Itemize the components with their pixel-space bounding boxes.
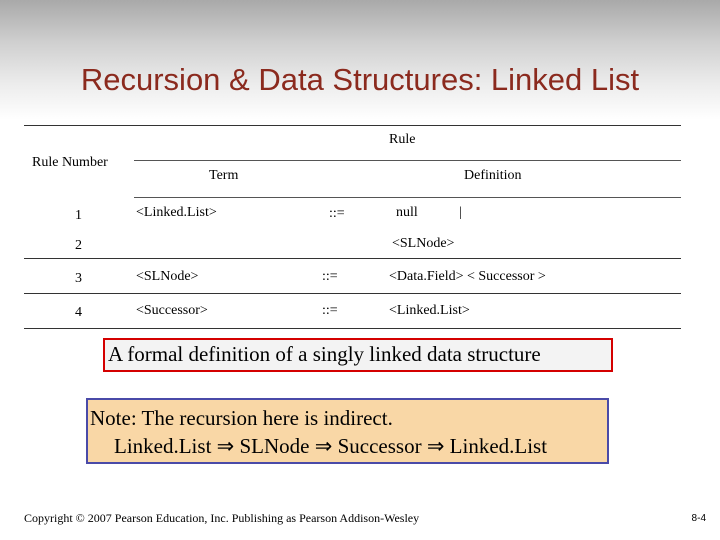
table-row-1-definition: null xyxy=(396,205,418,220)
table-row-4-number: 4 xyxy=(75,305,82,320)
slide-header-background xyxy=(0,0,720,120)
table-top-border xyxy=(24,125,681,126)
table-term-divider xyxy=(134,197,319,198)
table-row-3-number: 3 xyxy=(75,271,82,286)
table-row-4-separator: ::= xyxy=(322,303,338,318)
table-row-2-number: 2 xyxy=(75,238,82,253)
rule-table xyxy=(24,125,681,329)
table-row-3-term: <SLNode> xyxy=(136,269,199,284)
table-row-3-definition: <Data.Field> < Successor > xyxy=(389,269,546,284)
caption-text: A formal definition of a singly linked data structure xyxy=(108,342,541,366)
table-row-divider xyxy=(24,258,681,259)
table-row-2-definition: <SLNode> xyxy=(392,236,455,251)
table-row-1-term: <Linked.List> xyxy=(136,205,217,220)
slide-title: Recursion & Data Structures: Linked List xyxy=(80,62,640,97)
caption-box xyxy=(103,338,613,372)
table-row-3-separator: ::= xyxy=(322,269,338,284)
note-line-2: Linked.List ⇒ SLNode ⇒ Successor ⇒ Linked.List xyxy=(114,434,548,458)
header-term: Term xyxy=(209,168,239,183)
table-row-4-definition: <Linked.List> xyxy=(389,303,470,318)
table-rule-divider xyxy=(134,160,681,161)
table-row-4-term: <Successor> xyxy=(136,303,208,318)
table-bottom-border xyxy=(24,328,681,329)
table-row-1-separator: ::= xyxy=(329,206,345,221)
table-row-divider xyxy=(24,293,681,294)
header-rule-number: Rule Number xyxy=(32,155,108,170)
note-box xyxy=(86,398,609,464)
table-row-1-number: 1 xyxy=(75,208,82,223)
header-rule: Rule xyxy=(389,132,416,147)
header-definition: Definition xyxy=(464,168,522,183)
table-row-1-alternative: | xyxy=(459,205,462,220)
table-definition-divider xyxy=(319,197,681,198)
page-number: 8-4 xyxy=(691,513,706,524)
copyright-footer: Copyright © 2007 Pearson Education, Inc. Publishing as Pearson Addison-Wesley xyxy=(24,511,420,525)
note-line-1: Note: The recursion here is indirect. xyxy=(90,406,393,430)
